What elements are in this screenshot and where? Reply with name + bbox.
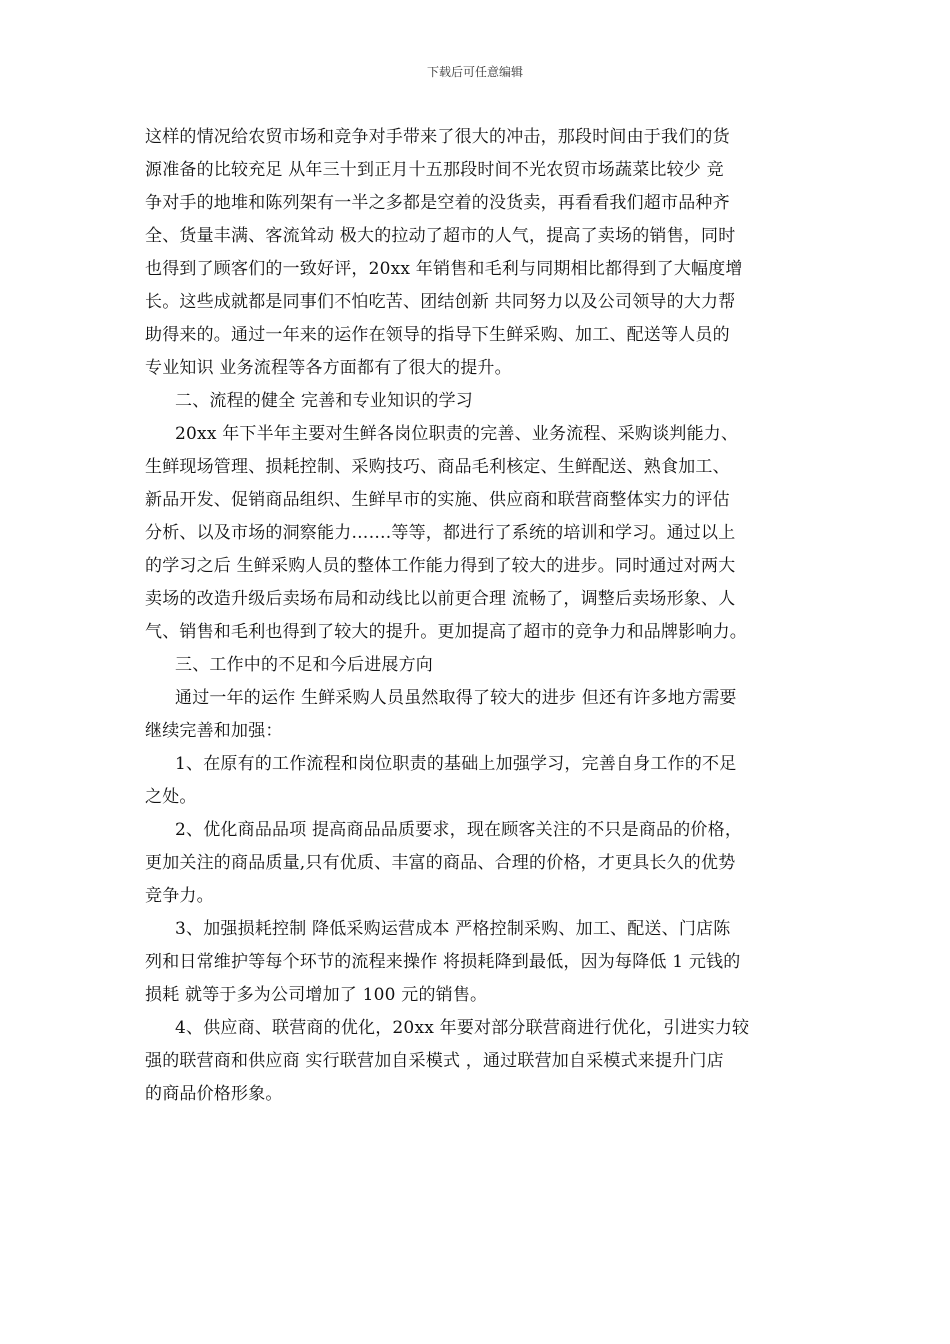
text-line: 继续完善和加强：: [145, 721, 283, 741]
text-line: 的学习之后 生鲜采购人员的整体工作能力得到了较大的进步。同时通过对两大: [145, 556, 736, 576]
text-line: 的商品价格形象。: [145, 1084, 283, 1104]
text-line: 更加关注的商品质量,只有优质、丰富的商品、合理的价格，才更具长久的优势: [145, 853, 736, 873]
text-line: 助得来的。通过一年来的运作在领导的指导下生鲜采购、加工、配送等人员的: [145, 325, 730, 345]
text-line: 4、供应商、联营商的优化，20xx 年要对部分联营商进行优化，引进实力较: [175, 1018, 750, 1038]
section-heading-3: [145, 649, 810, 682]
list-item-1: [145, 748, 810, 814]
text-line: 之处。: [145, 787, 197, 807]
text-line: 长。这些成就都是同事们不怕吃苦、团结创新 共同努力以及公司领导的大力帮: [145, 292, 736, 312]
text-line: 生鲜现场管理、损耗控制、采购技巧、商品毛利核定、生鲜配送、熟食加工、: [145, 457, 730, 477]
document-body: [145, 121, 810, 1111]
section-heading-2: [145, 385, 810, 418]
text-line: 竞争力。: [145, 886, 214, 906]
text-line: 这样的情况给农贸市场和竞争对手带来了很大的冲击，那段时间由于我们的货: [145, 127, 730, 147]
text-line: 卖场的改造升级后卖场布局和动线比以前更合理 流畅了，调整后卖场形象、人: [145, 589, 736, 609]
heading-text: 三、工作中的不足和今后进展方向: [175, 655, 433, 675]
text-line: 1、在原有的工作流程和岗位职责的基础上加强学习，完善自身工作的不足: [175, 754, 737, 774]
list-item-2: [145, 814, 810, 913]
text-line: 列和日常维护等每个环节的流程来操作 将损耗降到最低，因为每降低 1 元钱的: [145, 952, 741, 972]
list-item-4: [145, 1012, 810, 1111]
text-line: 分析、以及市场的洞察能力…….等等，都进行了系统的培训和学习。通过以上: [145, 523, 736, 543]
text-line: 专业知识 业务流程等各方面都有了很大的提升。: [145, 358, 512, 378]
text-line: 新品开发、促销商品组织、生鲜早市的实施、供应商和联营商整体实力的评估: [145, 490, 730, 510]
text-line: 强的联营商和供应商 实行联营加自采模式 ，通过联营加自采模式来提升门店: [145, 1051, 724, 1071]
text-line: 气、销售和毛利也得到了较大的提升。更加提高了超市的竞争力和品牌影响力。: [145, 622, 747, 642]
text-line: 2、优化商品品项 提高商品品质要求，现在顾客关注的不只是商品的价格，: [175, 820, 743, 840]
text-line: 全、货量丰满、客流耸动 极大的拉动了超市的人气，提高了卖场的销售，同时: [145, 226, 736, 246]
text-line: 争对手的地堆和陈列架有一半之多都是空着的没货卖，再看看我们超市品种齐: [145, 193, 730, 213]
text-line: 20xx 年下半年主要对生鲜各岗位职责的完善、业务流程、采购谈判能力、: [175, 424, 739, 444]
text-line: 3、加强损耗控制 降低采购运营成本 严格控制采购、加工、配送、门店陈: [175, 919, 731, 939]
text-line: 源准备的比较充足 从年三十到正月十五那段时间不光农贸市场蔬菜比较少 竞: [145, 160, 724, 180]
text-line: 损耗 就等于多为公司增加了 100 元的销售。: [145, 985, 488, 1005]
text-line: 通过一年的运作 生鲜采购人员虽然取得了较大的进步 但还有许多地方需要: [175, 688, 737, 708]
paragraph-shortcomings: [145, 682, 810, 748]
page-header-note: 下载后可任意编辑: [426, 65, 523, 79]
list-item-3: [145, 913, 810, 1012]
text-line: 也得到了顾客们的一致好评，20xx 年销售和毛利与同期相比都得到了大幅度增: [145, 259, 743, 279]
paragraph-sales-results: [145, 121, 810, 385]
paragraph-process-learning: [145, 418, 810, 649]
heading-text: 二、流程的健全 完善和专业知识的学习: [175, 391, 474, 411]
